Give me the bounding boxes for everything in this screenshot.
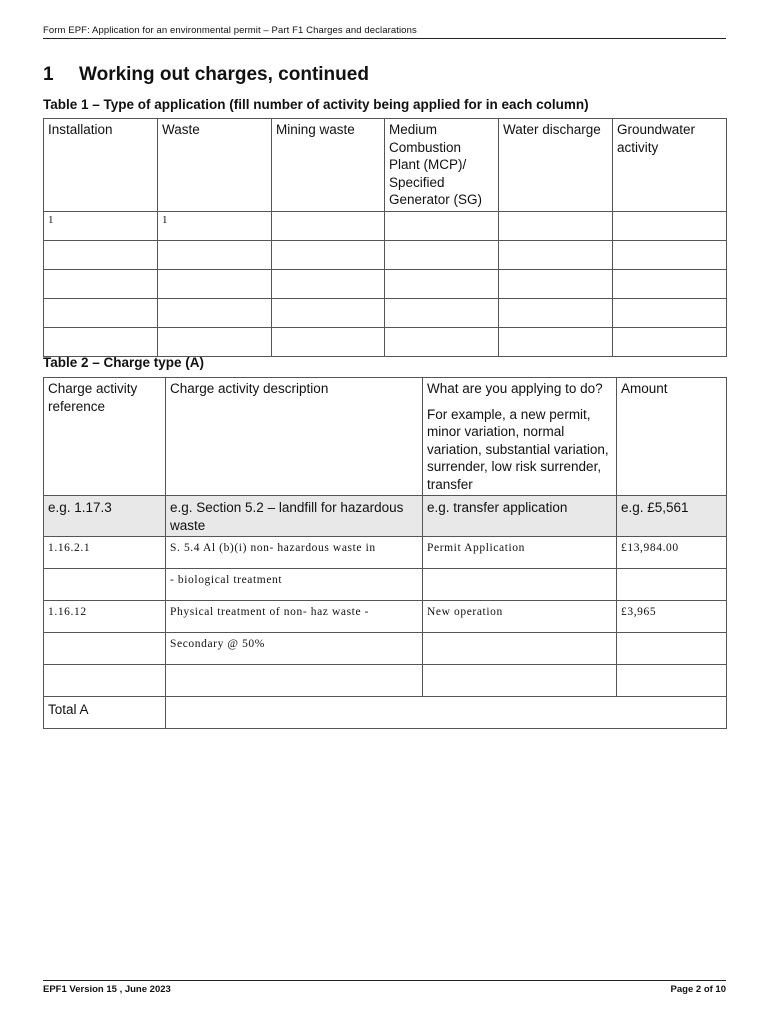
charge-desc-cell[interactable]: - biological treatment [166,569,423,601]
table1-cell[interactable] [158,298,272,327]
section-title: Working out charges, continued [79,64,369,85]
table1-header-row [44,119,727,212]
table1-header-mining-waste: Mining waste [272,119,385,212]
charge-ref-cell[interactable] [44,569,166,601]
table1-cell[interactable] [158,327,272,356]
example-desc: e.g. Section 5.2 – landfill for hazardous waste [166,496,423,537]
table2-header-row [44,378,727,496]
example-todo: e.g. transfer application [423,496,617,537]
table1-cell[interactable] [44,298,158,327]
form-header: Form EPF: Application for an environmental permit – Part F1 Charges and declarations [43,25,726,39]
table1-cell[interactable] [499,298,613,327]
charge-todo-cell[interactable] [423,633,617,665]
table-row [44,633,727,665]
table1-cell[interactable] [44,327,158,356]
total-label: Total A [44,697,166,729]
table-row [44,569,727,601]
table-row [44,298,727,327]
table2-caption: Table 2 – Charge type (A) [43,355,205,370]
section-number: 1 [43,64,54,85]
table1-cell[interactable]: 1 [44,211,158,240]
table2-header-todo [423,378,617,496]
table1-cell[interactable] [272,240,385,269]
table1-cell[interactable] [158,240,272,269]
charge-amount-cell[interactable] [617,633,727,665]
table1-cell[interactable] [613,240,727,269]
charge-ref-cell[interactable]: 1.16.2.1 [44,537,166,569]
table1-cell[interactable] [385,211,499,240]
table1-cell[interactable] [613,298,727,327]
table1-header-groundwater: Groundwater activity [613,119,727,212]
charge-amount-cell[interactable] [617,665,727,697]
table1-cell[interactable] [613,211,727,240]
page-footer [43,980,726,995]
table-row [44,537,727,569]
table2-header-todo-title: What are you applying to do? [427,381,603,396]
charge-amount-cell[interactable] [617,569,727,601]
table2-header-todo-example: For example, a new permit, minor variation, normal variation, substantial variation, surrender, low risk surrender, transfer [427,406,609,492]
charge-desc-cell[interactable] [166,665,423,697]
table1-cell[interactable] [44,269,158,298]
table1-cell[interactable] [613,327,727,356]
table1-cell[interactable] [272,298,385,327]
charge-ref-cell[interactable] [44,633,166,665]
table-row [44,665,727,697]
table1-cell[interactable]: 1 [158,211,272,240]
table1-cell[interactable] [272,269,385,298]
table1-cell[interactable] [385,327,499,356]
table-row [44,269,727,298]
table1-header-waste: Waste [158,119,272,212]
table1-cell[interactable] [613,269,727,298]
table1-header-installation: Installation [44,119,158,212]
table1-cell[interactable] [499,269,613,298]
charge-desc-cell[interactable]: Physical treatment of non- haz waste - [166,601,423,633]
table1-application-type [43,118,727,357]
table1-cell[interactable] [499,211,613,240]
charge-desc-cell[interactable]: Secondary @ 50% [166,633,423,665]
table-row [44,327,727,356]
table1-cell[interactable] [385,298,499,327]
table1-header-water-discharge: Water discharge [499,119,613,212]
charge-todo-cell[interactable] [423,665,617,697]
charge-ref-cell[interactable]: 1.16.12 [44,601,166,633]
table1-cell[interactable] [499,240,613,269]
table1-header-mcp: Medium Combustion Plant (MCP)/ Specified Generator (SG) [385,119,499,212]
table2-total-row [44,697,727,729]
table-row [44,211,727,240]
charge-amount-cell[interactable]: £3,965 [617,601,727,633]
charge-todo-cell[interactable] [423,569,617,601]
table2-header-amount: Amount [617,378,727,496]
table1-cell[interactable] [385,240,499,269]
table2-header-ref: Charge activity reference [44,378,166,496]
example-amount: e.g. £5,561 [617,496,727,537]
table2-header-desc: Charge activity description [166,378,423,496]
table1-cell[interactable] [272,211,385,240]
charge-todo-cell[interactable]: New operation [423,601,617,633]
charge-ref-cell[interactable] [44,665,166,697]
table1-cell[interactable] [385,269,499,298]
table-row [44,240,727,269]
table1-cell[interactable] [272,327,385,356]
table1-cell[interactable] [499,327,613,356]
footer-page-number: Page 2 of 10 [670,984,726,995]
table1-caption: Table 1 – Type of application (fill number of activity being applied for in each column) [43,97,589,112]
table2-charge-type [43,377,727,729]
section-heading [43,64,369,86]
table1-cell[interactable] [158,269,272,298]
table1-cell[interactable] [44,240,158,269]
table2-example-row [44,496,727,537]
example-ref: e.g. 1.17.3 [44,496,166,537]
total-value-cell[interactable] [166,697,727,729]
charge-amount-cell[interactable]: £13,984.00 [617,537,727,569]
footer-version: EPF1 Version 15 , June 2023 [43,984,171,995]
charge-desc-cell[interactable]: S. 5.4 Al (b)(i) non- hazardous waste in [166,537,423,569]
table-row [44,601,727,633]
charge-todo-cell[interactable]: Permit Application [423,537,617,569]
